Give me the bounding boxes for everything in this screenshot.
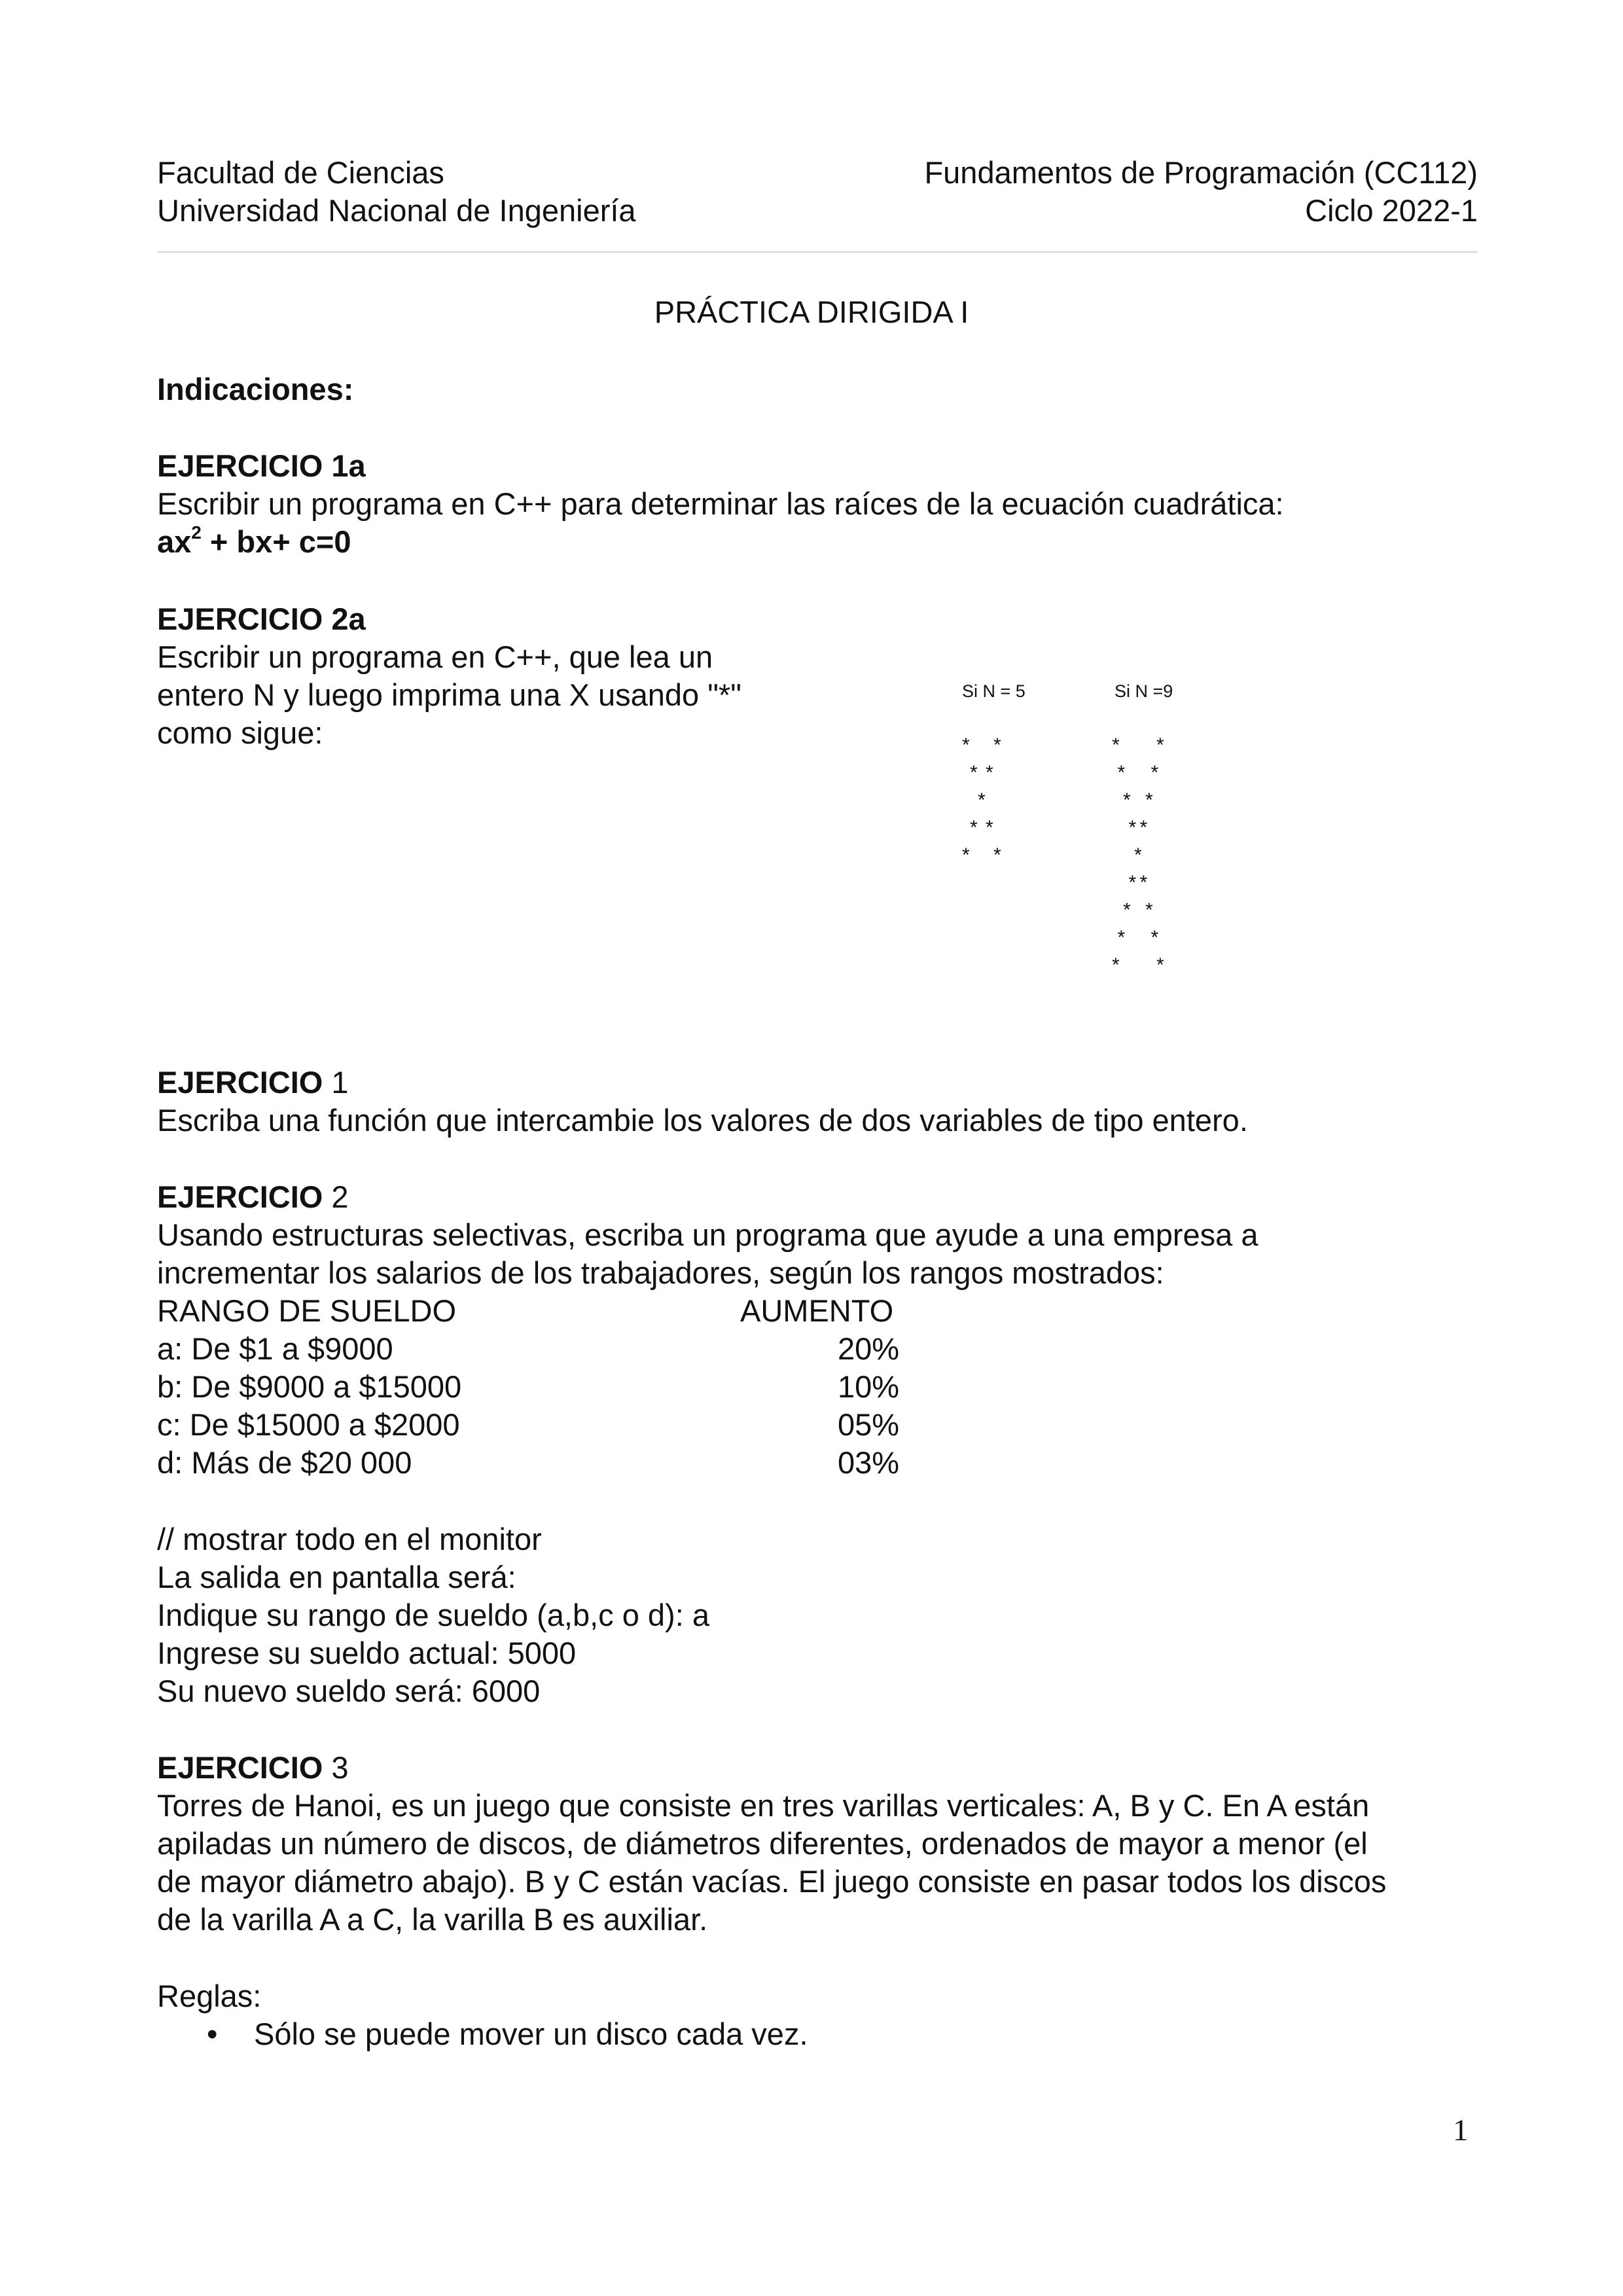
ej1a-heading: EJERCICIO 1a: [157, 448, 366, 483]
salary-table-header-increase: AUMENTO: [740, 1293, 894, 1328]
indicaciones-heading: Indicaciones:: [157, 372, 354, 406]
salary-row-range: d: Más de $20 000: [157, 1445, 412, 1480]
eq-ax: ax: [157, 524, 192, 559]
ej2-line: incrementar los salarios de los trabajadores, según los rangos mostrados:: [157, 1255, 1164, 1290]
asterisk-mark: *: [1134, 844, 1142, 866]
asterisk-mark: *: [1123, 789, 1131, 811]
page-number: 1: [1453, 2113, 1469, 2147]
asterisk-mark: *: [993, 844, 1001, 866]
asterisk-mark: *: [1156, 734, 1164, 756]
ej2a-line: Escribir un programa en C++, que lea un: [157, 639, 713, 674]
bullet-icon: •: [207, 2017, 218, 2051]
asterisk-mark: *: [978, 789, 986, 811]
ej1-text: Escriba una función que intercambie los valores de dos variables de tipo entero.: [157, 1103, 1248, 1138]
asterisk-mark: *: [1117, 927, 1126, 948]
rules-label: Reglas:: [157, 1979, 262, 2013]
ej2-output-line: Indique su rango de sueldo (a,b,c o d): a: [157, 1598, 709, 1632]
header-divider: [157, 251, 1478, 253]
asterisk-mark: *: [962, 844, 970, 866]
asterisk-mark: *: [986, 762, 993, 783]
asterisk-mark: *: [970, 762, 978, 783]
salary-row-range: b: De $9000 a $15000: [157, 1369, 462, 1404]
ej1a-equation: [157, 523, 351, 561]
ej3-line: de la varilla A a C, la varilla B es auxiliar.: [157, 1902, 708, 1937]
fig-label-n5: Si N = 5: [962, 681, 1026, 701]
salary-table-header-range: RANGO DE SUELDO: [157, 1293, 457, 1328]
ej2a-line: como sigue:: [157, 715, 323, 750]
ej1-heading-number: 1: [323, 1065, 349, 1100]
rule-item: Sólo se puede mover un disco cada vez.: [254, 2017, 808, 2051]
ej3-line: de mayor diámetro abajo). B y C están vacías. El juego consiste en pasar todos los discos: [157, 1864, 1387, 1899]
ej2-heading-number: 2: [323, 1179, 349, 1214]
ej3-line: apiladas un número de discos, de diámetros diferentes, ordenados de mayor a menor (el: [157, 1826, 1368, 1861]
header-university: Universidad Nacional de Ingeniería: [157, 193, 636, 228]
asterisk-mark: *: [970, 817, 978, 838]
asterisk-mark: *: [1117, 762, 1126, 783]
asterisk-mark: *: [962, 734, 970, 756]
header-course: Fundamentos de Programación (CC112): [924, 155, 1478, 190]
header-cycle: Ciclo 2022-1: [1305, 193, 1478, 228]
salary-row-increase: 05%: [838, 1407, 900, 1442]
ej2-output-line: Su nuevo sueldo será: 6000: [157, 1674, 541, 1708]
asterisk-mark: *: [1145, 899, 1153, 921]
ej1-heading-label: EJERCICIO: [157, 1065, 323, 1100]
asterisk-mark: *: [1156, 954, 1164, 976]
asterisk-mark: *: [1112, 954, 1120, 976]
ej2-line: Usando estructuras selectivas, escriba un programa que ayude a una empresa a: [157, 1217, 1258, 1252]
ej1-heading: [157, 1064, 349, 1102]
asterisk-mark: *: [1150, 927, 1159, 948]
eq-rest: + bx+ c=0: [201, 524, 351, 559]
asterisk-mark: *: [1150, 762, 1159, 783]
asterisk-mark: *: [1112, 734, 1120, 756]
eq-exponent: 2: [191, 522, 202, 543]
salary-row-range: a: De $1 a $9000: [157, 1331, 393, 1366]
asterisk-mark: *: [1139, 817, 1148, 838]
ej3-heading: [157, 1749, 349, 1787]
asterisk-mark: *: [1128, 872, 1137, 893]
page-title: PRÁCTICA DIRIGIDA I: [654, 295, 969, 329]
ej3-heading-number: 3: [323, 1750, 349, 1785]
asterisk-mark: *: [1139, 872, 1148, 893]
asterisk-mark: *: [1128, 817, 1137, 838]
salary-row-range: c: De $15000 a $2000: [157, 1407, 460, 1442]
ej3-heading-label: EJERCICIO: [157, 1750, 323, 1785]
asterisk-mark: *: [993, 734, 1001, 756]
ej2-output-line: La salida en pantalla será:: [157, 1560, 516, 1594]
asterisk-mark: *: [986, 817, 993, 838]
ej3-line: Torres de Hanoi, es un juego que consiste en tres varillas verticales: A, B y C. En A están: [157, 1788, 1370, 1823]
salary-row-increase: 20%: [838, 1331, 900, 1366]
ej1a-text: Escribir un programa en C++ para determinar las raíces de la ecuación cuadrática:: [157, 486, 1284, 521]
salary-row-increase: 03%: [838, 1445, 900, 1480]
ej2-output-line: // mostrar todo en el monitor: [157, 1522, 542, 1556]
asterisk-mark: *: [1123, 899, 1131, 921]
salary-row-increase: 10%: [838, 1369, 900, 1404]
fig-label-n9: Si N =9: [1115, 681, 1173, 701]
ej2-heading-label: EJERCICIO: [157, 1179, 323, 1214]
ej2a-line: entero N y luego imprima una X usando "*": [157, 677, 741, 712]
ej2a-heading: EJERCICIO 2a: [157, 601, 366, 636]
header-faculty: Facultad de Ciencias: [157, 155, 444, 190]
ej2-output-line: Ingrese su sueldo actual: 5000: [157, 1636, 577, 1670]
ej2-heading: [157, 1178, 349, 1216]
asterisk-mark: *: [1145, 789, 1153, 811]
